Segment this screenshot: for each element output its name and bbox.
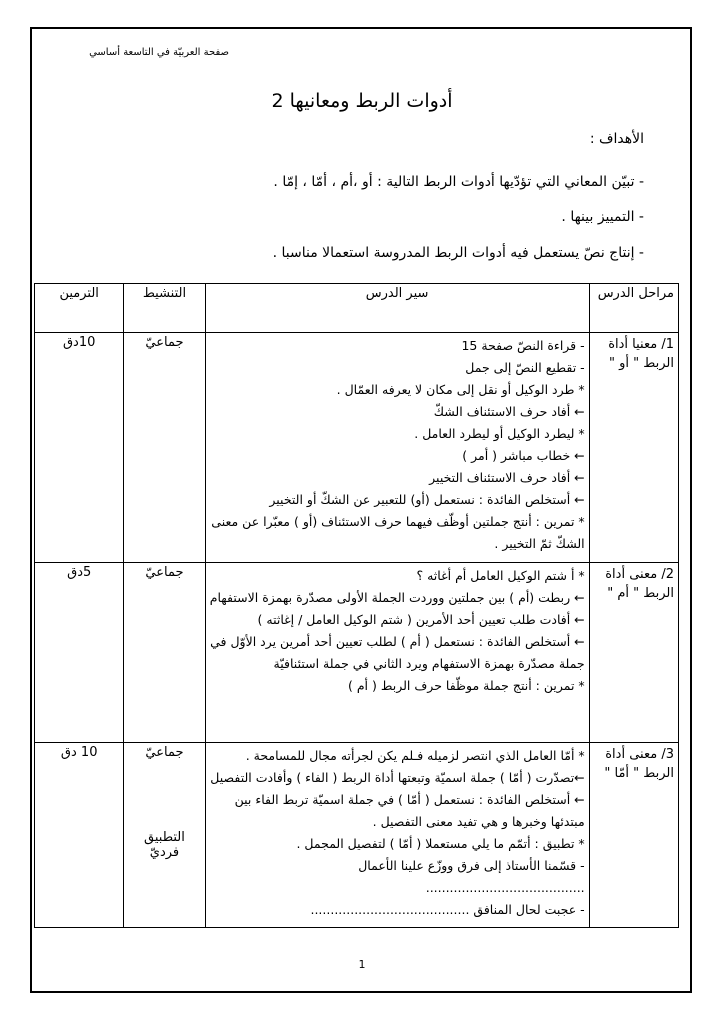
course-line: ← ربطت (أم ) بين جملتين ووردت الجملة الأولى مصدّرة بهمزة الاستفهام (209, 590, 585, 605)
course-line: * تطبيق : أتمّم ما يلي مستعملا ( أمّا ) لتفصيل المجمل . (296, 836, 585, 851)
header-note: صفحة العربيّة في التاسعة أساسي (89, 47, 229, 58)
course-line: - تقطيع النصّ إلى جمل (465, 360, 585, 375)
stage-cell: 1/ معنيا أداة الربط " أو " (589, 333, 678, 563)
course-line: - قراءة النصّ صفحة 15 (461, 338, 585, 353)
objectives-label: الأهداف : (589, 131, 644, 147)
course-cell (205, 743, 589, 928)
table-row (35, 743, 679, 928)
table-row (35, 563, 679, 743)
course-line: - قسّمنا الأستاذ إلى فرق ووزّع علينا الأعمال ........................................ (358, 858, 585, 895)
activity-label-application: التطبيق فرديّ (144, 830, 185, 860)
course-line: ← أفادت طلب تعيين أحد الأمرين ( شتم الوكيل العامل / إغاثته ) (257, 612, 585, 627)
page-number: 1 (358, 958, 366, 971)
header-course: سير الدرس (205, 284, 589, 333)
time-cell: 10 دق (35, 743, 124, 928)
stage-cell: 2/ معنى أداة الربط " أم " (589, 563, 678, 743)
activity-cell (124, 743, 205, 928)
table-header-row (35, 284, 679, 333)
course-line: ← خطاب مباشر ( أمر ) (462, 448, 585, 463)
objective-item: - تبيّن المعاني التي تؤدّيها أدوات الربط التالية : أو ،أم ، أمّا ، إمّا . (273, 174, 644, 190)
course-cell (205, 333, 589, 563)
course-line: ← أستخلص الفائدة : نستعمل (أو) للتعبير عن الشكّ أو التخيير (269, 492, 585, 507)
course-line: ←تصدّرت ( أمّا ) جملة اسميّة وتبعتها أداة الربط ( الفاء ) وأفادت التفصيل (210, 770, 585, 785)
header-activity: التنشيط (124, 284, 205, 333)
time-cell: 10دق (35, 333, 124, 563)
header-time: الترمين (35, 284, 124, 333)
course-line: ← أفاد حرف الاستئناف الشكّ (433, 404, 585, 419)
activity-label: جماعيّ (145, 745, 184, 760)
time-cell: 5دق (35, 563, 124, 743)
course-line: * أمّا العامل الذي انتصر لزميله فـلم يكن لجرأته مجال للمسامحة . (245, 748, 585, 763)
header-stage: مراحل الدرس (589, 284, 678, 333)
stage-cell: 3/ معنى أداة الربط " أمّا " (589, 743, 678, 928)
course-line: * تمرين : أنتج جملة موظّفا حرف الربط ( أم ) (347, 678, 585, 693)
objective-item: - التمييز بينها . (561, 209, 644, 225)
lesson-table (34, 283, 679, 928)
course-line: * تمرين : أنتج جملتين أوظّف فيهما حرف الاستئناف (أو ) معبّرا عن معنى الشكّ ثمّ التخيير . (211, 514, 585, 551)
activity-cell: جماعيّ (124, 563, 205, 743)
course-cell (205, 563, 589, 743)
course-line: ← أفاد حرف الاستئناف التخيير (429, 470, 585, 485)
course-line: - عجبت لحال المنافق ........................................ (310, 902, 585, 917)
table-row (35, 333, 679, 563)
lesson-title: أدوات الربط ومعانيها 2 (271, 90, 453, 112)
course-line: ← أستخلص الفائدة : نستعمل ( أم ) لطلب تعيين أحد أمرين يرد الأوّل في جملة مصدّرة بهمزة الاستفهام ويرد الثاني في جملة استئنافيّة (210, 634, 585, 671)
activity-cell: جماعيّ (124, 333, 205, 563)
objective-item: - إنتاج نصّ يستعمل فيه أدوات الربط المدروسة استعمالا مناسبا . (272, 245, 644, 261)
course-line: * أ شتم الوكيل العامل أم أغاثه ؟ (416, 568, 585, 583)
course-line: * ليطرد الوكيل أو ليطرد العامل . (414, 426, 585, 441)
course-line: ← أستخلص الفائدة : نستعمل ( أمّا ) في جملة اسميّة تربط الفاء بين مبتدئها وخبرها و هي تفيد معنى التفصيل . (234, 792, 585, 829)
course-line: * طرد الوكيل أو نقل إلى مكان لا يعرفه العمّال . (336, 382, 585, 397)
